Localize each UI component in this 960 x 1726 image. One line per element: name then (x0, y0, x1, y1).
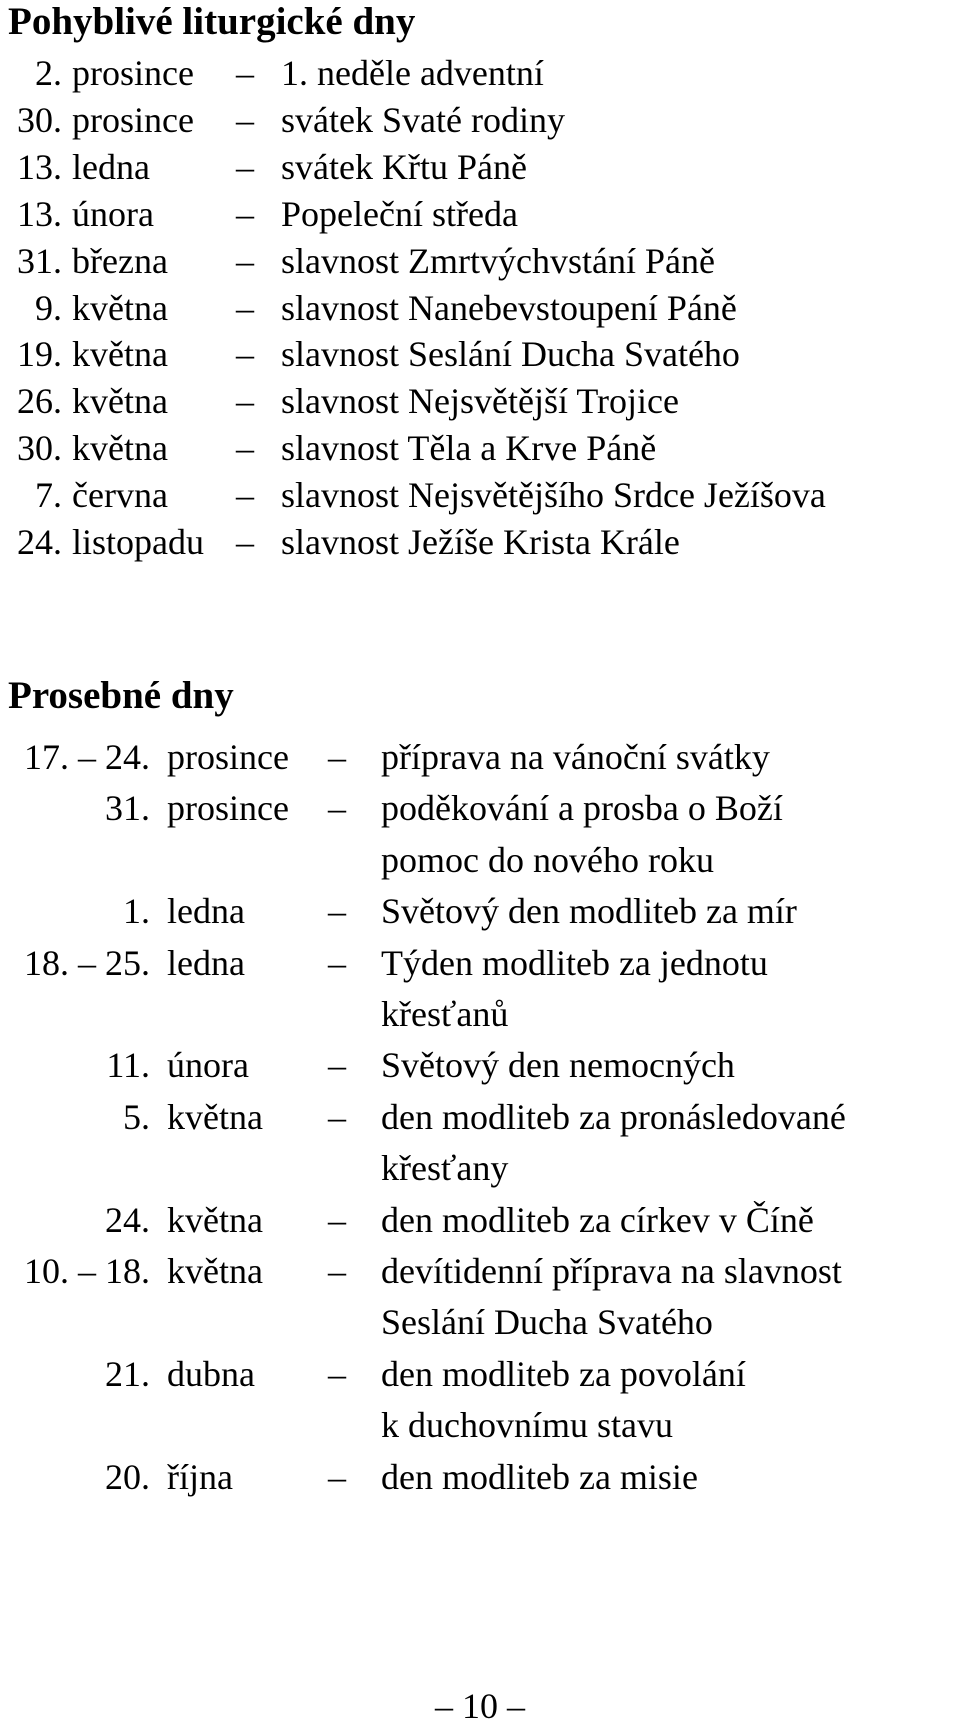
date-month: října (167, 1456, 233, 1497)
date-month: ledna (72, 146, 150, 187)
date-month: ledna (167, 891, 245, 932)
list-item (0, 188, 960, 240)
date-number: 26. (17, 381, 62, 422)
date-month: února (72, 193, 154, 234)
day-description: den modliteb za povolání (381, 1353, 746, 1394)
day-description: den modliteb za církev v Číně (381, 1199, 814, 1240)
list-item (0, 1091, 960, 1143)
dash-separator: – (328, 1096, 346, 1137)
list-item (0, 1245, 960, 1297)
date-number: 31. (105, 788, 150, 829)
date-number: 30. (17, 99, 62, 140)
dash-separator: – (236, 475, 254, 516)
day-description: devítidenní příprava na slavnost (381, 1251, 842, 1291)
list-item (0, 282, 960, 334)
day-description: pomoc do nového roku (381, 839, 714, 880)
date-month: května (72, 334, 168, 375)
day-description: k duchovnímu stavu (381, 1405, 673, 1446)
dash-separator: – (328, 1045, 346, 1086)
day-description: den modliteb za pronásledované (381, 1096, 846, 1137)
list-item (0, 885, 960, 937)
date-month: prosince (167, 737, 289, 777)
date-number: 18. – 25. (24, 942, 150, 983)
dash-separator: – (328, 1353, 346, 1394)
date-month: května (167, 1096, 263, 1137)
date-month: května (167, 1251, 263, 1291)
day-description: slavnost Nejsvětější Trojice (281, 381, 679, 422)
dash-separator: – (328, 891, 346, 932)
date-month: května (72, 287, 168, 328)
dash-separator: – (236, 428, 254, 469)
day-description: Světový den nemocných (381, 1045, 735, 1086)
list-item (0, 422, 960, 474)
date-number: 24. (17, 522, 62, 562)
dash-separator: – (236, 381, 254, 422)
day-description: 1. neděle adventní (281, 53, 544, 93)
dash-separator: – (328, 1199, 346, 1240)
dash-separator: – (328, 788, 346, 829)
dash-separator: – (328, 1456, 346, 1497)
day-description: slavnost Nejsvětějšího Srdce Ježíšova (281, 475, 826, 516)
date-month: prosince (72, 99, 194, 140)
date-number: 11. (106, 1045, 150, 1086)
day-description: slavnost Zmrtvýchvstání Páně (281, 240, 715, 281)
list-item (0, 1451, 960, 1503)
day-description: slavnost Seslání Ducha Svatého (281, 334, 740, 375)
list-item (0, 1348, 960, 1400)
date-number: 31. (17, 240, 62, 281)
date-month: března (72, 240, 168, 281)
dash-separator: – (236, 522, 254, 562)
date-month: května (72, 381, 168, 422)
date-month: června (72, 475, 168, 516)
list-item (0, 375, 960, 427)
list-item (0, 141, 960, 193)
dash-separator: – (236, 334, 254, 375)
day-description: křesťany (381, 1148, 509, 1189)
date-number: 17. – 24. (24, 737, 150, 777)
day-description: svátek Svaté rodiny (281, 99, 565, 140)
day-description: Popeleční středa (281, 193, 518, 234)
dash-separator: – (236, 287, 254, 328)
day-description: poděkování a prosba o Boží (381, 788, 783, 829)
date-month: prosince (72, 53, 194, 93)
dash-separator: – (236, 99, 254, 140)
list-item (0, 731, 960, 783)
section-heading-movable-days: Pohyblivé liturgické dny (8, 0, 416, 43)
dash-separator: – (328, 737, 346, 777)
day-description: křesťanů (381, 994, 509, 1034)
list-item (0, 235, 960, 287)
date-number: 2. (35, 53, 62, 93)
list-item (0, 47, 960, 99)
date-number: 7. (35, 475, 62, 516)
date-number: 21. (105, 1353, 150, 1394)
date-number: 30. (17, 428, 62, 469)
date-month: ledna (167, 942, 245, 983)
date-month: prosince (167, 788, 289, 829)
date-number: 1. (123, 891, 150, 932)
list-item (0, 988, 960, 1040)
list-item (0, 1194, 960, 1246)
dash-separator: – (328, 1251, 346, 1291)
date-number: 13. (17, 146, 62, 187)
date-number: 20. (105, 1456, 150, 1497)
date-month: května (167, 1199, 263, 1240)
date-month: listopadu (72, 522, 204, 562)
date-number: 19. (17, 334, 62, 375)
list-item (0, 834, 960, 886)
dash-separator: – (236, 240, 254, 281)
list-item (0, 937, 960, 989)
list-item (0, 94, 960, 146)
date-number: 10. – 18. (24, 1251, 150, 1291)
day-description: slavnost Ježíše Krista Krále (281, 522, 680, 562)
date-number: 5. (123, 1096, 150, 1137)
dash-separator: – (236, 193, 254, 234)
date-number: 13. (17, 193, 62, 234)
list-item (0, 1039, 960, 1091)
list-item (0, 1399, 960, 1451)
day-description: Seslání Ducha Svatého (381, 1302, 713, 1343)
day-description: Světový den modliteb za mír (381, 891, 797, 932)
list-item (0, 469, 960, 521)
date-month: května (72, 428, 168, 469)
list-item (0, 328, 960, 380)
day-description: příprava na vánoční svátky (381, 737, 770, 777)
list-item (0, 782, 960, 834)
day-description: slavnost Nanebevstoupení Páně (281, 287, 737, 328)
day-description: svátek Křtu Páně (281, 146, 527, 187)
dash-separator: – (236, 146, 254, 187)
date-month: února (167, 1045, 249, 1086)
day-description: slavnost Těla a Krve Páně (281, 428, 657, 469)
section-heading-prayer-days: Prosebné dny (8, 674, 234, 717)
list-item (0, 516, 960, 568)
page-number: – 10 – (435, 1686, 525, 1726)
dash-separator: – (328, 942, 346, 983)
list-item (0, 1142, 960, 1194)
dash-separator: – (236, 53, 254, 93)
day-description: Týden modliteb za jednotu (381, 942, 768, 983)
list-item (0, 1296, 960, 1348)
date-number: 24. (105, 1199, 150, 1240)
date-month: dubna (167, 1353, 255, 1394)
date-number: 9. (35, 287, 62, 328)
day-description: den modliteb za misie (381, 1456, 698, 1497)
